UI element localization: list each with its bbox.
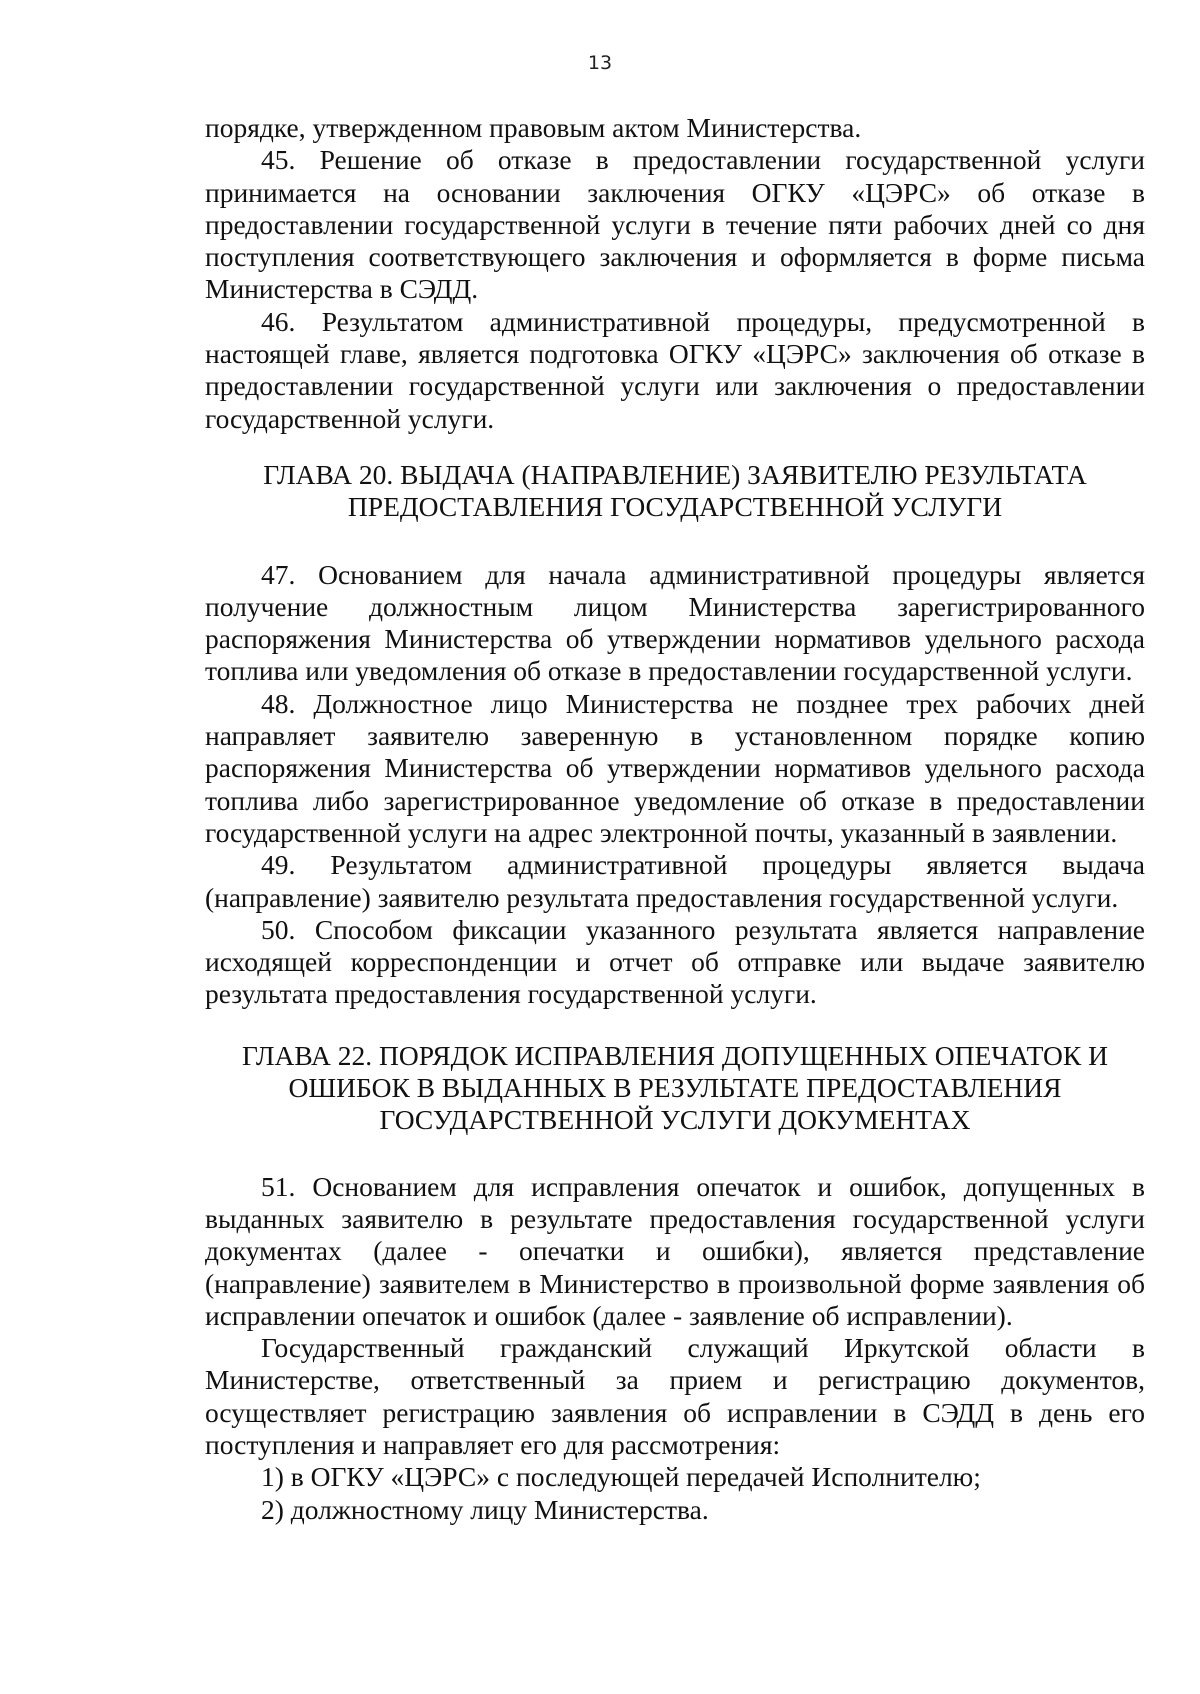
chapter-22-heading-line-2: ОШИБОК В ВЫДАННЫХ В РЕЗУЛЬТАТЕ ПРЕДОСТАВЛЕНИЯ xyxy=(288,1072,1062,1104)
document-body xyxy=(205,112,1145,1526)
paragraph-48: 48. Должностное лицо Министерства не позднее трех рабочих дней направляет заявителю заверенную в установленном порядке копию распоряжения Министерства об утверждении нормативов удельного расхода топлива либо зарегистрированное уведомление об отказе в предоставлении государственной услуги на адрес электронной почты, указанный в заявлении. xyxy=(205,687,1145,848)
paragraph-45: 45. Решение об отказе в предоставлении государственной услуги принимается на основании заключения ОГКУ «ЦЭРС» об отказе в предоставлении государственной услуги в течение пяти рабочих дней со дня поступления соответствующего заключения и оформляется в форме письма Министерства в СЭДД. xyxy=(205,144,1145,305)
chapter-20-heading-line-1: ГЛАВА 20. ВЫДАЧА (НАПРАВЛЕНИЕ) ЗАЯВИТЕЛЮ РЕЗУЛЬТАТА xyxy=(263,458,1087,490)
paragraph-47: 47. Основанием для начала административной процедуры является получение должностным лицом Министерства зарегистрированного распоряжения Министерства об утверждении нормативов удельного расхода топлива или уведомления об отказе в предоставлении государственной услуги. xyxy=(205,558,1145,687)
chapter-20-heading-line-2: ПРЕДОСТАВЛЕНИЯ ГОСУДАРСТВЕННОЙ УСЛУГИ xyxy=(347,491,1003,523)
chapter-20-heading xyxy=(205,459,1145,524)
paragraph-50: 50. Способом фиксации указанного результата является направление исходящей корреспонденции и отчет об отправке или выдаче заявителю результата предоставления государственной услуги. xyxy=(205,913,1145,1010)
paragraph-49: 49. Результатом административной процедуры является выдача (направление) заявителю результата предоставления государственной услуги. xyxy=(205,849,1145,913)
paragraph-51: 51. Основанием для исправления опечаток и ошибок, допущенных в выданных заявителю в результате предоставления государственной услуги документах (далее - опечатки и ошибки), является представление (направление) заявителем в Министерство в произвольной форме заявления об исправлении опечаток и ошибок (далее - заявление об исправлении). xyxy=(205,1170,1145,1331)
chapter-22-heading xyxy=(205,1040,1145,1137)
paragraph-continuation: порядке, утвержденном правовым актом Министерства. xyxy=(205,112,862,143)
page-number: 13 xyxy=(587,52,613,74)
chapter-22-heading-line-1: ГЛАВА 22. ПОРЯДОК ИСПРАВЛЕНИЯ ДОПУЩЕННЫХ ОПЕЧАТОК И xyxy=(242,1039,1108,1071)
paragraph-registration: Государственный гражданский служащий Иркутской области в Министерстве, ответственный за прием и регистрацию документов, осуществляет регистрацию заявления об исправлении в СЭДД в день его поступления и направляет его для рассмотрения: xyxy=(205,1332,1145,1460)
list-item-2: 2) должностному лицу Министерства. xyxy=(261,1493,709,1525)
list-item-1: 1) в ОГКУ «ЦЭРС» с последующей передачей Исполнителю; xyxy=(261,1461,981,1493)
chapter-22-heading-line-3: ГОСУДАРСТВЕННОЙ УСЛУГИ ДОКУМЕНТАХ xyxy=(379,1104,971,1136)
paragraph-46: 46. Результатом административной процедуры, предусмотренной в настоящей главе, является подготовка ОГКУ «ЦЭРС» заключения об отказе в предоставлении государственной услуги или заключения о предоставлении государственной услуги. xyxy=(205,305,1145,434)
